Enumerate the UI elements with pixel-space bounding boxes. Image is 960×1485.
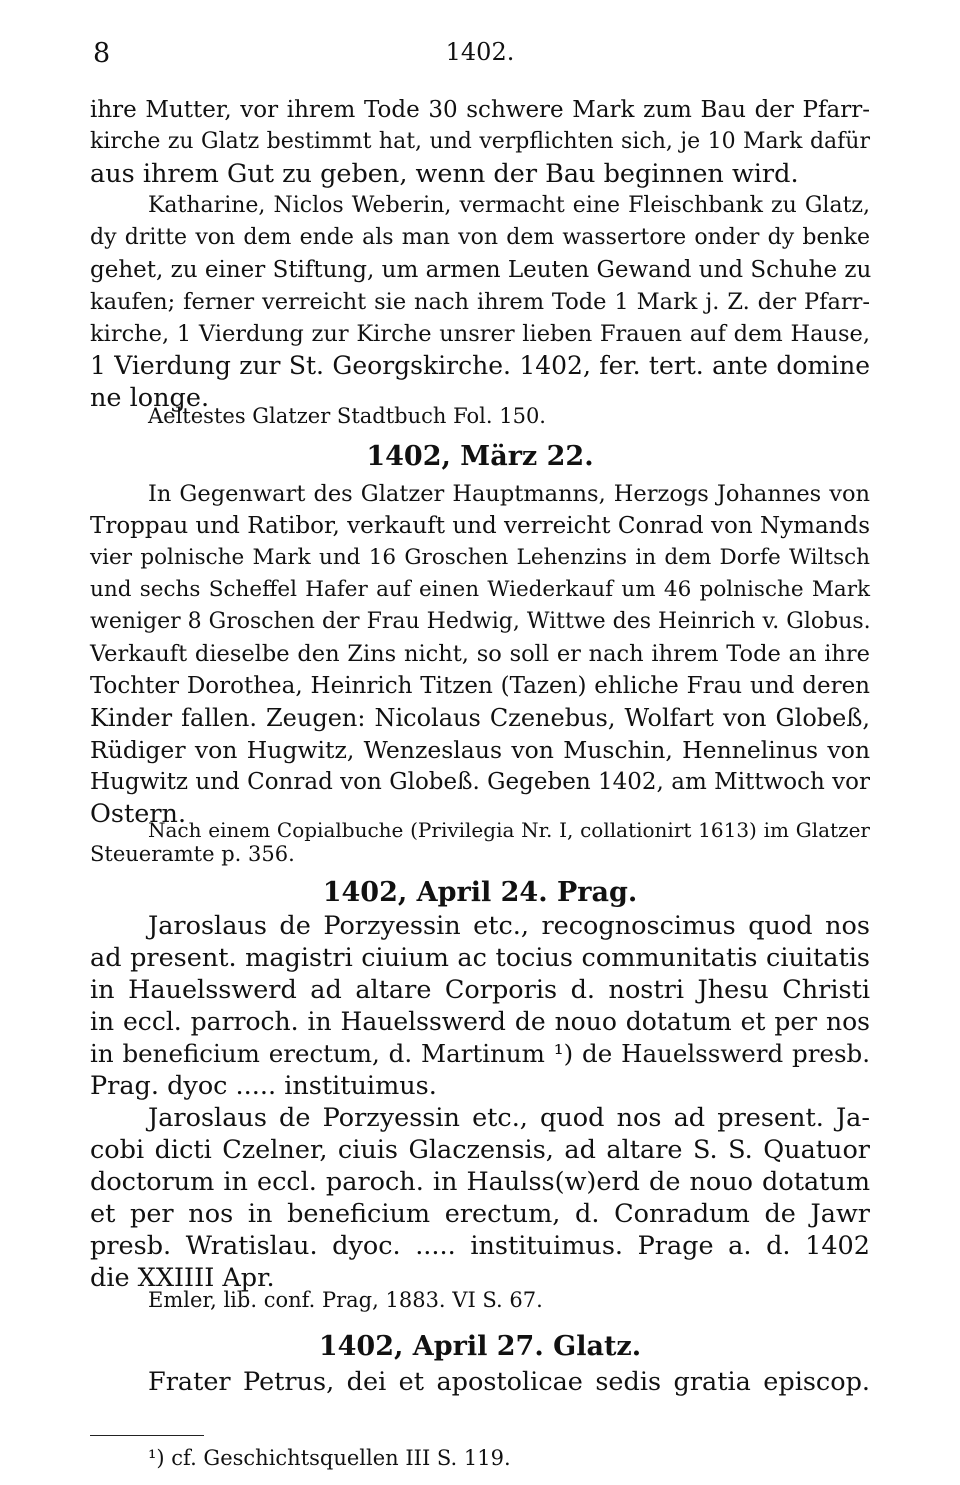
text-line: Kinder fallen. Zeugen: Nicolaus Czenebus, Wolfart von Globeß, (90, 704, 870, 732)
text-line: presb. Wratislau. dyoc. ..... instituimus. Prage a. d. 1402 (90, 1231, 870, 1261)
text-line: doctorum in eccl. paroch. in Haulss(w)erd de nouo dotatum (90, 1167, 870, 1197)
source-citation: Steueramte p. 356. (90, 842, 295, 866)
text-line: weniger 8 Groschen der Frau Hedwig, Wittwe des Heinrich v. Globus. (90, 609, 871, 634)
text-line: et per nos in beneficium erectum, d. Conradum de Jawr (90, 1199, 870, 1229)
text-line: Hugwitz und Conrad von Globeß. Gegeben 1402, am Mittwoch vor (90, 769, 870, 795)
source-citation: Nach einem Copialbuche (Privilegia Nr. I, collationirt 1613) im Glatzer (148, 818, 870, 842)
text-line: kirche, 1 Vierdung zur Kirche unsrer lieben Frauen auf dem Hause, (90, 321, 870, 347)
text-line: In Gegenwart des Glatzer Hauptmanns, Herzogs Johannes von (148, 481, 870, 507)
text-line: 1 Vierdung zur St. Georgskirche. 1402, fer. tert. ante domine (90, 351, 870, 380)
text-line: Rüdiger von Hugwitz, Wenzeslaus von Muschin, Hennelinus von (90, 736, 870, 764)
text-line: die XXIIII Apr. (90, 1263, 275, 1293)
text-line: Troppau und Ratibor, verkauft und verreicht Conrad von Nymands (90, 513, 870, 539)
text-line: Katharine, Niclos Weberin, vermacht eine Fleischbank zu Glatz, (148, 193, 870, 218)
text-line: Ostern. (90, 799, 187, 829)
footnote-rule (90, 1435, 204, 1436)
entry-heading: 1402, April 24. Prag. (322, 877, 638, 908)
text-line: und sechs Scheffel Hafer auf einen Wiederkauf um 46 polnische Mark (90, 577, 870, 602)
entry-heading: 1402, März 22. (366, 441, 594, 472)
text-line: in Hauelsswerd ad altare Corporis d. nostri Jhesu Christi (90, 975, 870, 1005)
text-line: vier polnische Mark und 16 Groschen Lehenzins in dem Dorfe Wiltsch (90, 545, 870, 570)
text-line: kirche zu Glatz bestimmt hat, und verpflichten sich, je 10 Mark dafür (90, 129, 870, 154)
text-line: in beneficium erectum, d. Martinum ¹) de Hauelsswerd presb. (90, 1039, 870, 1068)
text-line: Prag. dyoc ..... instituimus. (90, 1071, 437, 1101)
text-line: cobi dicti Czelner, ciuis Glaczensis, ad altare S. S. Quatuor (90, 1135, 870, 1165)
text-line: Jaroslaus de Porzyessin etc., quod nos ad present. Ja- (148, 1103, 870, 1133)
text-line: aus ihrem Gut zu geben, wenn der Bau beginnen wird. (90, 159, 799, 189)
text-line: Jaroslaus de Porzyessin etc., recognoscimus quod nos (148, 911, 870, 941)
source-citation: Emler, lib. conf. Prag, 1883. VI S. 67. (148, 1288, 543, 1312)
text-line: Verkauft dieselbe den Zins nicht, so soll er nach ihrem Tode an ihre (90, 641, 870, 667)
text-line: ne longe. (90, 383, 210, 413)
entry-heading: 1402, April 27. Glatz. (318, 1331, 642, 1362)
text-line: Tochter Dorothea, Heinrich Titzen (Tazen) ehliche Frau und deren (90, 673, 870, 699)
text-line: gehet, zu einer Stiftung, um armen Leuten Gewand und Schuhe zu (90, 257, 872, 283)
footnote: ¹) cf. Geschichtsquellen III S. 119. (148, 1446, 511, 1470)
text-line: kaufen; ferner verreicht sie nach ihrem Tode 1 Mark j. Z. der Pfarr- (90, 289, 870, 315)
text-line: dy dritte von dem ende als man von dem wassertore onder dy benke (90, 225, 870, 250)
running-title: 1402. (445, 38, 515, 66)
text-line: Frater Petrus, dei et apostolicae sedis gratia episcop. (148, 1367, 870, 1397)
page-header (88, 38, 872, 72)
text-line: ihre Mutter, vor ihrem Tode 30 schwere Mark zum Bau der Pfarr- (90, 97, 870, 123)
source-citation: Aeltestes Glatzer Stadtbuch Fol. 150. (148, 404, 546, 428)
page-number: 8 (93, 38, 111, 69)
text-line: ad present. magistri ciuium ac tocius communitatis ciuitatis (90, 943, 870, 973)
text-line: in eccl. parroch. in Hauelsswerd de nouo dotatum et per nos (90, 1007, 870, 1036)
